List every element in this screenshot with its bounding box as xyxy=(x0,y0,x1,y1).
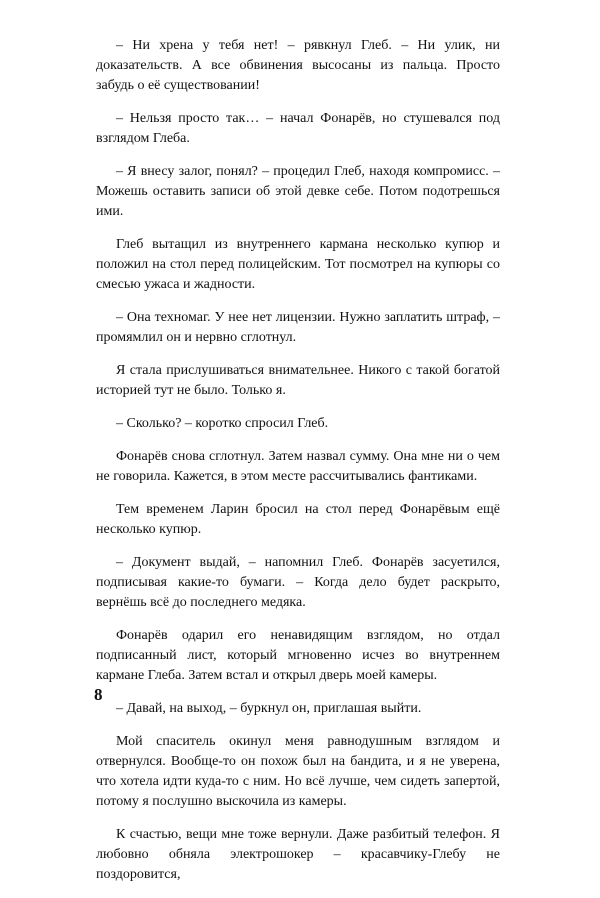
paragraph: – Ни хрена у тебя нет! – рявкнул Глеб. – Ни улик, ни доказательств. А все обвинения высосаны из пальца. Просто забудь о её существовании! xyxy=(96,38,500,93)
paragraph: – Давай, на выход, – буркнул он, приглашая выйти. xyxy=(116,701,422,716)
paragraph: – Она техномаг. У нее нет лицензии. Нужно заплатить штраф, – промямлил он и нервно сглотнул. xyxy=(96,310,500,345)
paragraph: К счастью, вещи мне тоже вернули. Даже разбитый телефон. Я любовно обняла электрошокер – красавчику-Глебу не поздоровится, xyxy=(96,827,500,882)
paragraph: – Документ выдай, – напомнил Глеб. Фонарёв засуетился, подписывая какие-то бумаги. – Когда дело будет раскрыто, вернёшь всё до последнего медяка. xyxy=(96,555,500,610)
paragraph: – Я внесу залог, понял? – процедил Глеб, находя компромисс. – Можешь оставить записи об этой девке себе. Потом подотрешься ими. xyxy=(96,164,500,219)
paragraph: Глеб вытащил из внутреннего кармана несколько купюр и положил на стол перед полицейским. Тот посмотрел на купюры со смесью ужаса и жадности. xyxy=(96,237,500,292)
paragraph: Я стала прислушиваться внимательнее. Никого с такой богатой историей тут не было. Только я. xyxy=(96,363,500,398)
paragraph: Фонарёв снова сглотнул. Затем назвал сумму. Она мне ни о чем не говорила. Кажется, в этом месте рассчитывались фантиками. xyxy=(96,449,500,484)
page-body-text xyxy=(96,36,500,898)
paragraph: – Нельзя просто так… – начал Фонарёв, но стушевался под взглядом Глеба. xyxy=(96,111,500,146)
paragraph: – Сколько? – коротко спросил Глеб. xyxy=(116,416,329,431)
paragraph: Фонарёв одарил его ненавидящим взглядом, но отдал подписанный лист, который мгновенно исчез во внутреннем кармане Глеба. Затем встал и открыл дверь моей камеры. xyxy=(96,628,500,683)
paragraph: Мой спаситель окинул меня равнодушным взглядом и отвернулся. Вообще-то он похож был на бандита, и я не уверена, что хотела идти куда-то с ним. Но всё лучше, чем сидеть запертой, потому я послушно выскочила из камеры. xyxy=(96,734,500,809)
page-number: 8 xyxy=(94,685,103,704)
paragraph: Тем временем Ларин бросил на стол перед Фонарёвым ещё несколько купюр. xyxy=(96,502,500,537)
